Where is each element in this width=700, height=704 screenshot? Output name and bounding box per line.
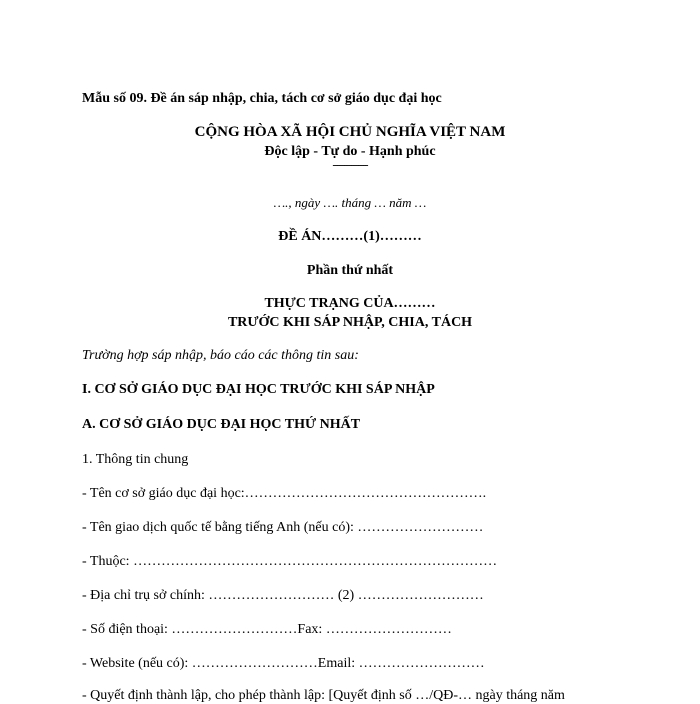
section-heading-1: I. CƠ SỞ GIÁO DỤC ĐẠI HỌC TRƯỚC KHI SÁP NHẬP (82, 382, 435, 397)
field-headquarters-address: - Địa chỉ trụ sở chính: ……………………… (2) ……………………… (82, 588, 484, 603)
field-establishment-decision: - Quyết định thành lập, cho phép thành lập: [Quyết định số …/QĐ-… ngày tháng năm (82, 688, 565, 703)
form-code: Mẫu số 09. Đề án sáp nhập, chia, tách cơ sở giáo dục đại học (82, 91, 442, 106)
field-affiliation: - Thuộc: …………………………………………………………………… (82, 554, 498, 569)
intro-note: Trường hợp sáp nhập, báo cáo các thông tin sau: (82, 348, 359, 363)
field-international-name: - Tên giao dịch quốc tế bằng tiếng Anh (nếu có): ……………………… (82, 520, 484, 535)
header-rule: --------------- (332, 160, 368, 171)
field-phone-fax: - Số điện thoại: ………………………Fax: ……………………… (82, 622, 452, 637)
project-title: ĐỀ ÁN………(1)……… (278, 229, 422, 244)
status-title-line-2: TRƯỚC KHI SÁP NHẬP, CHIA, TÁCH (227, 315, 473, 330)
country-name: CỘNG HÒA XÃ HỘI CHỦ NGHĨA VIỆT NAM (194, 124, 506, 140)
field-website-email: - Website (nếu có): ………………………Email: ……………………… (82, 656, 485, 671)
general-info-heading: 1. Thông tin chung (82, 452, 189, 467)
date-line: …., ngày …. tháng … năm … (273, 195, 427, 210)
part-title: Phần thứ nhất (306, 263, 394, 278)
section-heading-a: A. CƠ SỞ GIÁO DỤC ĐẠI HỌC THỨ NHẤT (82, 417, 361, 432)
national-motto: Độc lập - Tự do - Hạnh phúc (264, 144, 436, 159)
field-institution-name: - Tên cơ sở giáo dục đại học:……………………………………………. (82, 486, 487, 501)
status-title-line-1: THỰC TRẠNG CỦA……… (264, 296, 436, 311)
